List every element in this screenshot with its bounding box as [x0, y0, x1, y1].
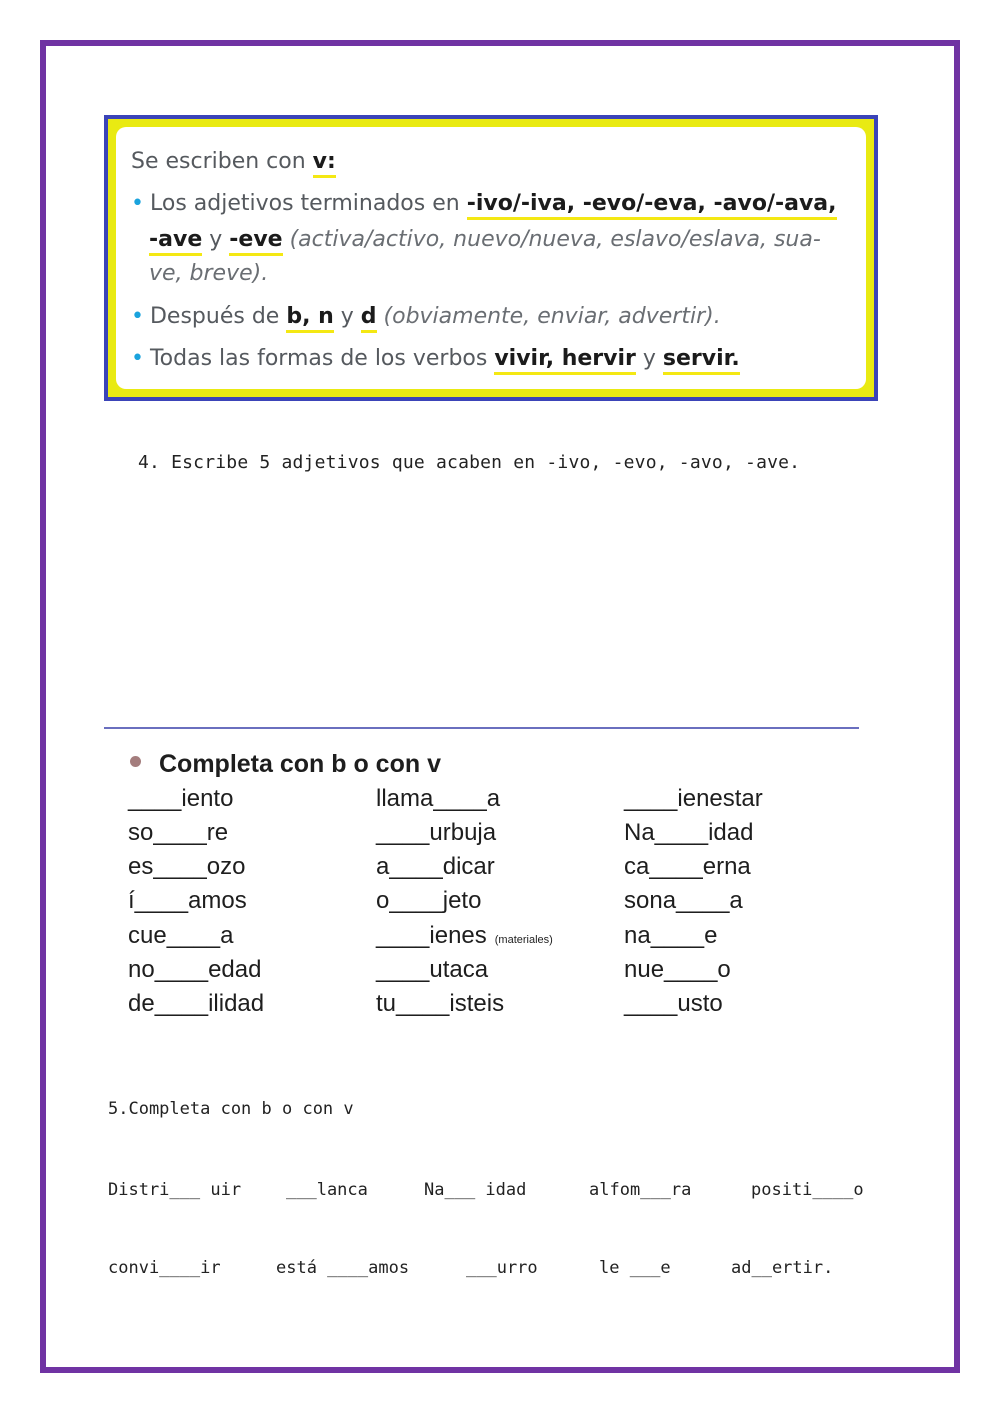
- exercise-title: [130, 750, 441, 779]
- word-item[interactable]: ____utaca: [376, 956, 489, 983]
- rule-bullet-2-letter-d: d: [361, 304, 377, 333]
- rule-bullet-1-and: y: [202, 227, 230, 252]
- word-item[interactable]: es____ozo: [128, 853, 246, 880]
- bullet-dot-icon: [130, 756, 141, 767]
- q5-word[interactable]: le ___e: [599, 1258, 671, 1278]
- q5-word[interactable]: ad__ertir.: [731, 1258, 834, 1278]
- word-item[interactable]: sona____a: [624, 887, 743, 914]
- word-item[interactable]: ____ienestar: [624, 785, 763, 812]
- word-item[interactable]: í____amos: [128, 887, 247, 914]
- rule-bullet-3-servir: servir.: [663, 346, 740, 375]
- q5-word[interactable]: ___urro: [466, 1258, 538, 1278]
- rule-bullet-2-text: Después de: [149, 304, 287, 329]
- rule-bullet-1-line-3: [149, 261, 268, 286]
- word-item[interactable]: Na____idad: [624, 819, 754, 846]
- word-item[interactable]: ____urbuja: [376, 819, 497, 846]
- rule-box: [104, 115, 878, 401]
- rule-heading-text: Se escriben con: [131, 149, 313, 174]
- rule-bullet-1-endings: -ivo/-iva, -evo/-eva, -avo/-ava,: [467, 191, 837, 220]
- word-item[interactable]: nue____o: [624, 956, 731, 983]
- bullet-icon: •: [131, 346, 144, 371]
- word-note: (materiales): [494, 934, 553, 946]
- q5-word[interactable]: está ____amos: [276, 1258, 410, 1278]
- q5-word[interactable]: convi____ir: [108, 1258, 221, 1278]
- q5-word[interactable]: alfom___ra: [589, 1180, 692, 1200]
- question-4: 4. Escribe 5 adjetivos que acaben en -ivo, -evo, -avo, -ave.: [138, 452, 801, 473]
- rule-bullet-1-line-2: [149, 227, 821, 252]
- word-item[interactable]: o____jeto: [376, 887, 482, 914]
- rule-bullet-2-letters: b, n: [286, 304, 333, 333]
- word-item[interactable]: na____e: [624, 922, 718, 949]
- word-item-text: ____ienes: [376, 922, 487, 949]
- rule-bullet-1-ave: -ave: [149, 227, 202, 256]
- word-item[interactable]: ____iento: [128, 785, 234, 812]
- rule-bullet-1-eve: -eve: [229, 227, 282, 256]
- q5-word[interactable]: Distri___ uir: [108, 1180, 242, 1200]
- word-item[interactable]: ca____erna: [624, 853, 751, 880]
- rule-bullet-3-and: y: [635, 346, 663, 371]
- word-item[interactable]: llama____a: [376, 785, 501, 812]
- rule-bullet-3-verbs: vivir, hervir: [494, 346, 636, 375]
- word-item[interactable]: cue____a: [128, 922, 234, 949]
- word-item[interactable]: so____re: [128, 819, 229, 846]
- rule-box-inner: [116, 127, 866, 389]
- q5-word[interactable]: Na___ idad: [424, 1180, 527, 1200]
- rule-bullet-1-examples: (activa/activo, nuevo/nueva, eslavo/eslava, sua-: [282, 227, 821, 252]
- word-item[interactable]: ____usto: [624, 990, 723, 1017]
- question-5-title: 5.Completa con b o con v: [108, 1099, 354, 1119]
- rule-bullet-3-text: Todas las formas de los verbos: [149, 346, 495, 371]
- rule-bullet-2-examples: (obviamente, enviar, advertir).: [376, 304, 721, 329]
- exercise-title-text: Completa con b o con v: [159, 750, 441, 778]
- rule-bullet-1-examples-end: ve, breve).: [149, 261, 269, 286]
- word-item[interactable]: tu____isteis: [376, 990, 505, 1017]
- rule-bullet-1-line-1: [131, 191, 837, 216]
- rule-heading: [131, 149, 336, 174]
- word-item[interactable]: [376, 922, 553, 950]
- rule-heading-letter: v:: [313, 149, 336, 178]
- rule-bullet-3: [131, 346, 740, 371]
- word-item[interactable]: de____ilidad: [128, 990, 265, 1017]
- word-item[interactable]: a____dicar: [376, 853, 495, 880]
- q5-word[interactable]: ___lanca: [286, 1180, 368, 1200]
- word-item[interactable]: no____edad: [128, 956, 262, 983]
- exercise-top-line: [104, 727, 859, 729]
- q5-word[interactable]: positi____o: [751, 1180, 864, 1200]
- rule-bullet-2-and: y: [333, 304, 361, 329]
- rule-bullet-2: [131, 304, 721, 329]
- rule-bullet-1-text: Los adjetivos terminados en: [149, 191, 467, 216]
- bullet-icon: •: [131, 191, 144, 216]
- bullet-icon: •: [131, 304, 144, 329]
